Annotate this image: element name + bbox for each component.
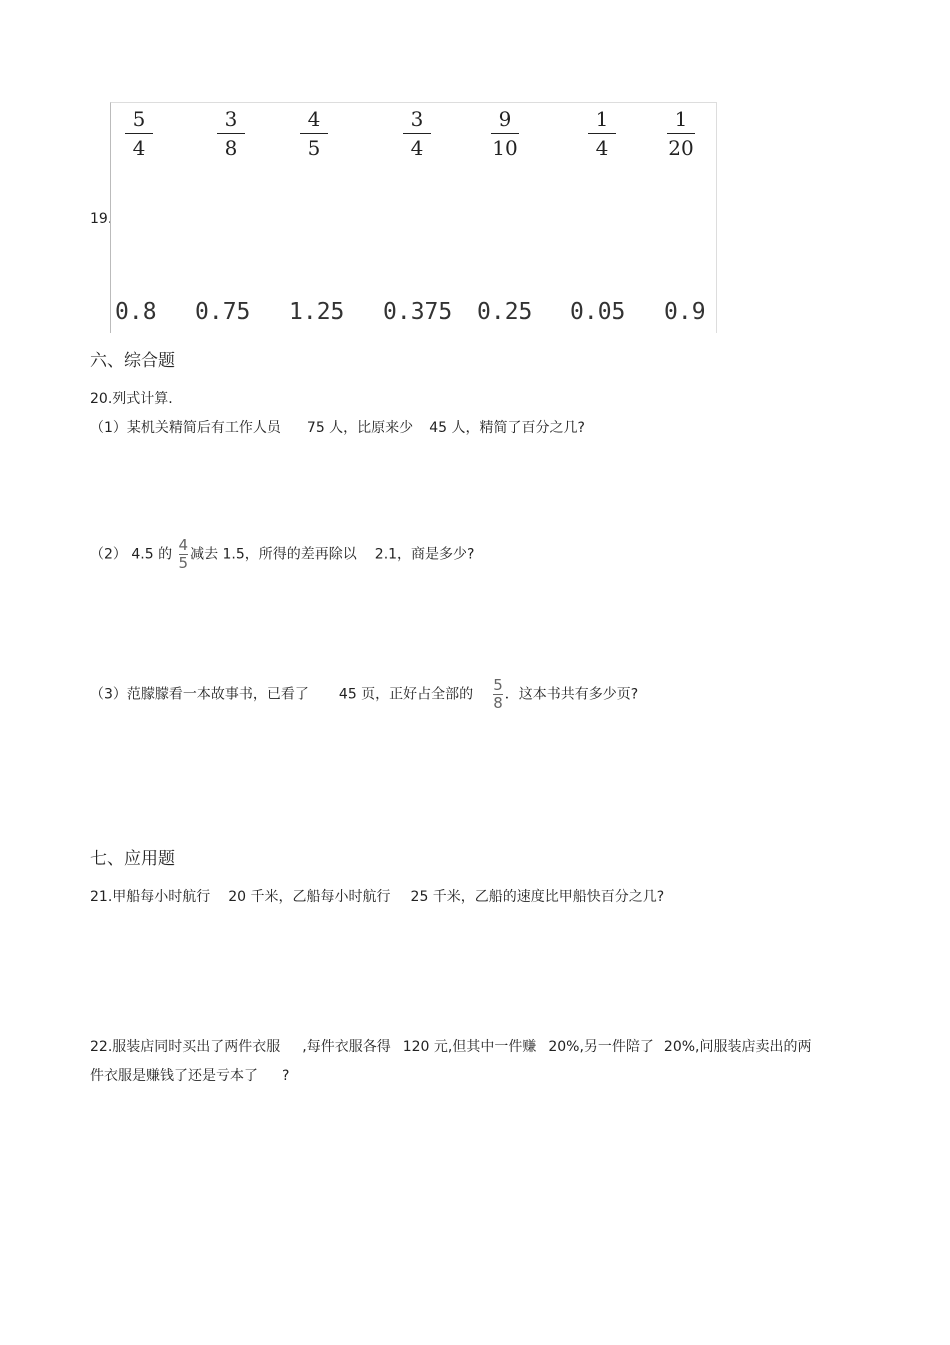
fraction-5-4 — [117, 109, 161, 158]
inline-fraction-4-5 — [179, 538, 189, 571]
q20-part1-text-a: （1）某机关精简后有工作人员 — [90, 420, 281, 436]
section-heading-6: 六、综合题 — [90, 351, 175, 371]
fraction-1-20 — [659, 109, 703, 158]
decimal-value: 0.375 — [383, 299, 453, 325]
fraction-numerator: 5 — [493, 676, 503, 694]
fraction-bar — [667, 133, 695, 134]
fraction-numerator: 1 — [674, 107, 688, 131]
fraction-bar — [491, 133, 519, 134]
decimal-value: 0.9 — [664, 299, 706, 325]
fraction-numerator: 4 — [307, 107, 321, 131]
q21-text-c: 25 千米，乙船的速度比甲船快百分之几? — [410, 889, 665, 905]
decimal-value: 0.8 — [115, 299, 157, 325]
fraction-numerator: 3 — [410, 107, 424, 131]
q21-text-b: 20 千米，乙船每小时航行 — [228, 889, 391, 905]
fraction-denominator: 10 — [492, 136, 518, 160]
decimal-value: 0.25 — [477, 299, 533, 325]
fraction-denominator: 8 — [224, 136, 238, 160]
fraction-bar — [300, 133, 328, 134]
q20-part1-text-c: 45 人，精简了百分之几? — [429, 420, 585, 436]
q20-part1-text-b: 75 人，比原来少 — [306, 420, 414, 436]
q21 — [90, 886, 664, 906]
fraction-denominator: 20 — [668, 136, 694, 160]
q22-line1 — [90, 1036, 812, 1056]
q21-text-a: 21.甲船每小时航行 — [90, 889, 211, 905]
fraction-denominator: 8 — [493, 694, 503, 712]
fraction-denominator: 4 — [595, 136, 609, 160]
q22-line2 — [90, 1065, 289, 1085]
q20-part2 — [90, 538, 475, 571]
q20-part2-text-b: 减去 1.5，所得的差再除以 — [190, 546, 357, 563]
fraction-4-5 — [292, 109, 336, 158]
fraction-numerator: 1 — [595, 107, 609, 131]
decimal-value: 1.25 — [289, 299, 345, 325]
q20-part2-text-a: （2） 4.5 的 — [90, 546, 173, 563]
q20-part2-text-c: 2.1，商是多少? — [374, 546, 475, 563]
inline-fraction-5-8 — [493, 678, 503, 711]
decimal-value: 0.75 — [195, 299, 251, 325]
fraction-bar — [125, 133, 153, 134]
fraction-numerator: 3 — [224, 107, 238, 131]
fraction-bar — [217, 133, 245, 134]
fraction-denominator: 4 — [132, 136, 146, 160]
fraction-bar — [588, 133, 616, 134]
q22-text-c: 120 元,但其中一件赚 — [402, 1039, 537, 1055]
q22-text-d: 20%,另一件陪了 — [548, 1039, 654, 1055]
fraction-1-4 — [580, 109, 624, 158]
q20-part3 — [90, 678, 638, 711]
section-heading-7: 七、应用题 — [90, 849, 175, 869]
q20-part3-text-b: 45 页，正好占全部的 — [338, 686, 474, 703]
q20-part1 — [90, 417, 585, 437]
fraction-denominator: 4 — [410, 136, 424, 160]
q20-part3-text-a: （3）范朦朦看一本故事书，已看了 — [90, 686, 309, 703]
matching-figure — [110, 102, 717, 333]
q22-text-g: ? — [282, 1068, 290, 1084]
fraction-numerator: 5 — [132, 107, 146, 131]
q20-part3-text-c: ．这本书共有多少页? — [504, 686, 639, 703]
fraction-denominator: 5 — [178, 554, 189, 572]
fraction-3-8 — [209, 109, 253, 158]
fraction-bar — [403, 133, 431, 134]
q22-text-e: 20%,问服装店卖出的两 — [663, 1039, 812, 1055]
fraction-numerator: 9 — [498, 107, 512, 131]
fraction-9-10 — [483, 109, 527, 158]
fraction-3-4 — [395, 109, 439, 158]
fraction-numerator: 4 — [178, 536, 189, 554]
q22-text-a: 22.服装店同时买出了两件衣服 — [90, 1039, 281, 1055]
decimal-value: 0.05 — [570, 299, 626, 325]
q20-title: 20.列式计算. — [90, 391, 173, 407]
fraction-denominator: 5 — [307, 136, 321, 160]
q19-number: 19. — [90, 211, 113, 227]
q22-text-f: 件衣服是赚钱了还是亏本了 — [90, 1068, 258, 1084]
q22-text-b: ,每件衣服各得 — [302, 1039, 391, 1055]
